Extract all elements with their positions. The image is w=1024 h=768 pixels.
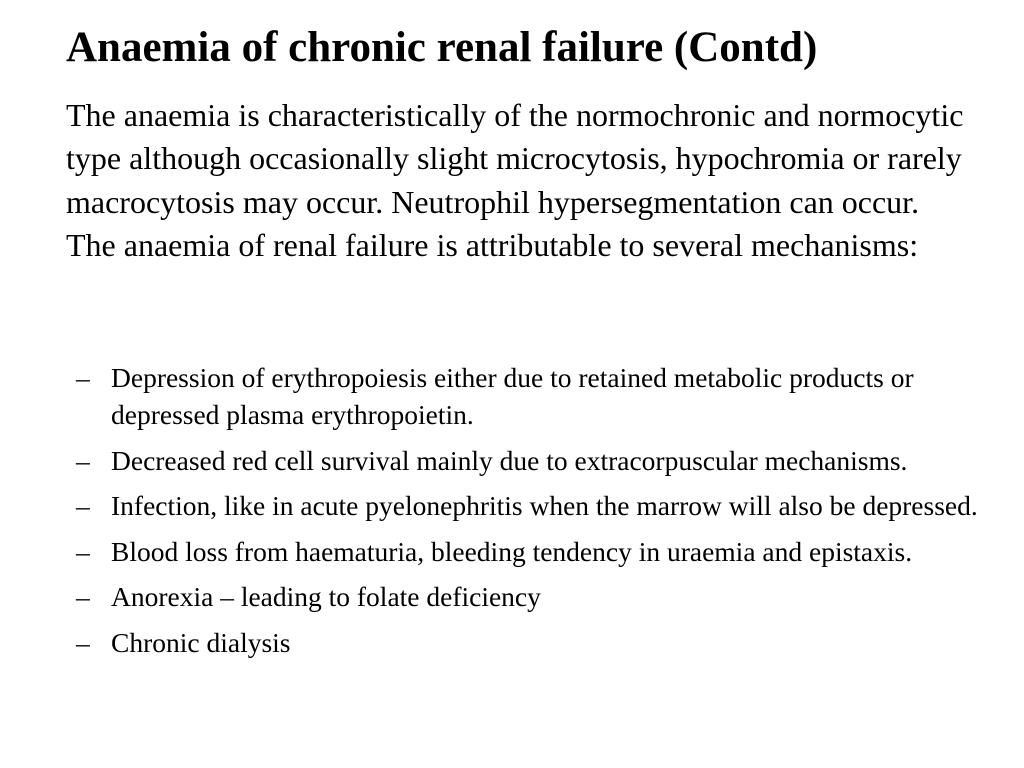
dash-bullet: –	[76, 626, 90, 658]
list-item	[76, 487, 1006, 524]
slide-title: Anaemia of chronic renal failure (Contd)	[66, 24, 818, 71]
dash-bullet: –	[76, 490, 90, 521]
dash-bullet: –	[76, 535, 90, 567]
intro-paragraph: The anaemia is characteristically of the normochronic and normocytic type although occasionally slight microcytosis, hypochromia or rarely macrocytosis may occur. Neutrophil hypersegmentation can occur. The anaemia of renal failure is attributable to several mechanisms:	[66, 97, 964, 264]
list-item-text: Chronic dialysis	[111, 626, 291, 658]
list-item	[76, 578, 1006, 615]
dash-bullet: –	[76, 581, 90, 612]
list-item-text: Anorexia – leading to folate deficiency	[111, 581, 541, 612]
list-item-text: Depression of erythropoiesis either due to retained metabolic products or depressed plasma erythropoietin.	[111, 362, 914, 430]
list-item-text: Decreased red cell survival mainly due to extracorpuscular mechanisms.	[111, 444, 908, 476]
dash-bullet: –	[76, 444, 90, 476]
list-item-text: Blood loss from haematuria, bleeding tendency in uraemia and epistaxis.	[111, 535, 913, 567]
list-item	[76, 624, 1006, 661]
list-item	[76, 359, 1006, 433]
list-item	[76, 533, 1006, 570]
mechanism-list	[76, 359, 1006, 669]
dash-bullet: –	[76, 362, 90, 393]
list-item-text: Infection, like in acute pyelonephritis when the marrow will also be depressed.	[111, 490, 978, 521]
list-item	[76, 442, 1006, 479]
